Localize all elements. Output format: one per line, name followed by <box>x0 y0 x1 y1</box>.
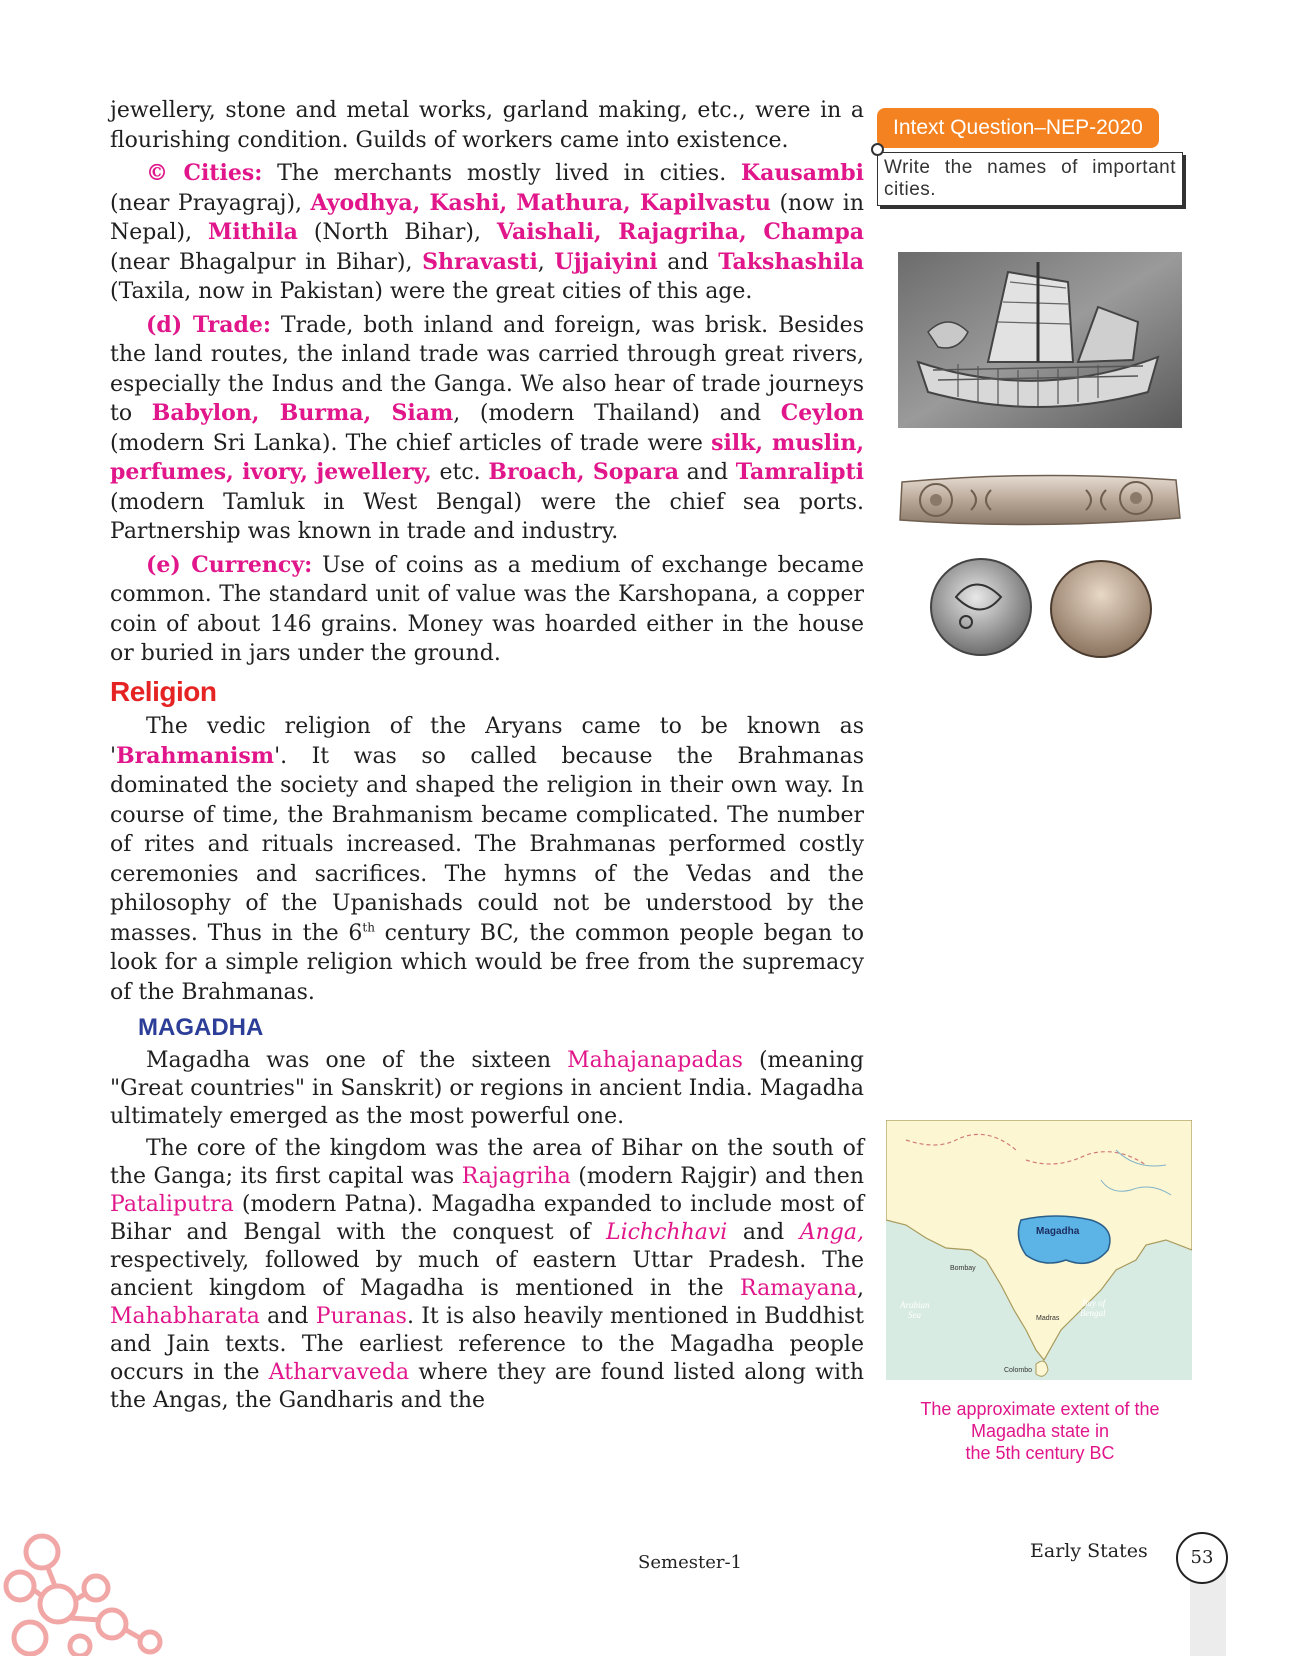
paragraph-religion: The vedic religion of the Aryans came to be known as 'Brahmanism'. It was so called because the Brahmanas dominated the society and shaped the religion in their own way. In course of time, the Brahmanism became complicated. The number of rites and rituals increased. The Brahmanas performed costly ceremonies and sacrifices. The hymns of the Vedas and the philosophy of the Upanishads could not be understood by the masses. Thus in the 6th century BC, the common people began to look for a simple religion which would be free from the supremacy of the Brahmanas. <box>110 714 864 1005</box>
intext-question-title: Intext Question–NEP-2020 <box>877 108 1159 148</box>
paragraph-magadha-2: The core of the kingdom was the area of Bihar on the south of the Ganga; its first capital was Rajagriha (modern Rajgir) and then Pataliputra (modern Patna). Magadha expanded to include most of Bihar and Bengal with the conquest of Lichchhavi and Anga, respectively, followed by much of eastern Uttar Pradesh. The ancient kingdom of Magadha is mentioned in the Ramayana, Mahabharata and Puranas. It is also heavily mentioned in Buddhist and Jain texts. The earliest reference to the Magadha people occurs in the Atharvaveda where they are found listed along with the Angas, the Gandharis and the <box>110 1135 865 1413</box>
paragraph-currency: (e) Currency: Use of coins as a medium of exchange became common. The standard unit of value was the Karshopana, a copper coin of about 146 grains. Money was hoarded either in the house or buried in jars under the ground. <box>110 551 864 666</box>
footer-semester: Semester-1 <box>638 1552 742 1573</box>
map-label-bay-2: Bengal <box>1080 1308 1106 1318</box>
pin-dot-icon <box>871 143 884 156</box>
footer-chapter: Early States <box>1030 1540 1148 1562</box>
paragraph-magadha-1: Magadha was one of the sixteen Mahajanapadas (meaning "Great countries" in Sanskrit) or regions in ancient India. Magadha ultimately emerged as the most powerful one. <box>110 1047 864 1129</box>
ship-relief-image <box>898 252 1182 428</box>
map-label-magadha: Magadha <box>1036 1226 1080 1237</box>
trade-label: (d) Trade: <box>146 311 271 338</box>
map-label-arabian-2: Sea <box>908 1310 921 1320</box>
map-caption: The approximate extent of the Magadha state in the 5th century BC <box>920 1399 1160 1463</box>
intext-question-box <box>877 108 1183 206</box>
magadha-heading: MAGADHA <box>138 1014 264 1041</box>
paragraph-trade: (d) Trade: Trade, both inland and foreign, was brisk. Besides the land routes, the inland trade was carried through great rivers, especially the Indus and the Ganga. We also hear of trade journeys to Babylon, Burma, Siam, (modern Thailand) and Ceylon (modern Sri Lanka). The chief articles of trade were silk, muslin, perfumes, ivory, jewellery, etc. Broach, Sopara and Tamralipti (modern Tamluk in West Bengal) were the chief sea ports. Partnership was known in trade and industry. <box>110 311 865 544</box>
cities-label: © Cities: <box>146 160 263 186</box>
round-coins-image <box>926 552 1162 662</box>
paragraph-cities: © Cities: The merchants mostly lived in cities. Kausambi (near Prayagraj), Ayodhya, Kashi, Mathura, Kapilvastu (now in Nepal), Mithila (North Bihar), Vaishali, Rajagriha, Champa (near Bhagalpur in Bihar), Shravasti, Ujjaiyini and Takshashila (Taxila, now in Pakistan) were the great cities of this age. <box>110 160 864 304</box>
map-label-arabian-1: Arabian <box>900 1300 930 1310</box>
paragraph-guilds: jewellery, stone and metal works, garland making, etc., were in a flourishing condition. Guilds of workers came into existence. <box>110 98 864 153</box>
intext-question-text: Write the names of important cities. <box>877 152 1183 206</box>
bar-coin-image <box>896 468 1182 532</box>
decorative-circles <box>0 1520 190 1656</box>
map-label-madras: Madras <box>1036 1315 1060 1322</box>
map-label-bay-1: Bay of <box>1082 1298 1106 1308</box>
map-label-bombay: Bombay <box>950 1265 976 1272</box>
page-number: 53 <box>1176 1532 1228 1584</box>
main-text-column <box>110 96 864 1419</box>
religion-heading: Religion <box>110 675 217 707</box>
map-label-colombo: Colombo <box>1004 1367 1033 1374</box>
magadha-map <box>886 1120 1192 1380</box>
currency-label: (e) Currency: <box>146 551 313 578</box>
